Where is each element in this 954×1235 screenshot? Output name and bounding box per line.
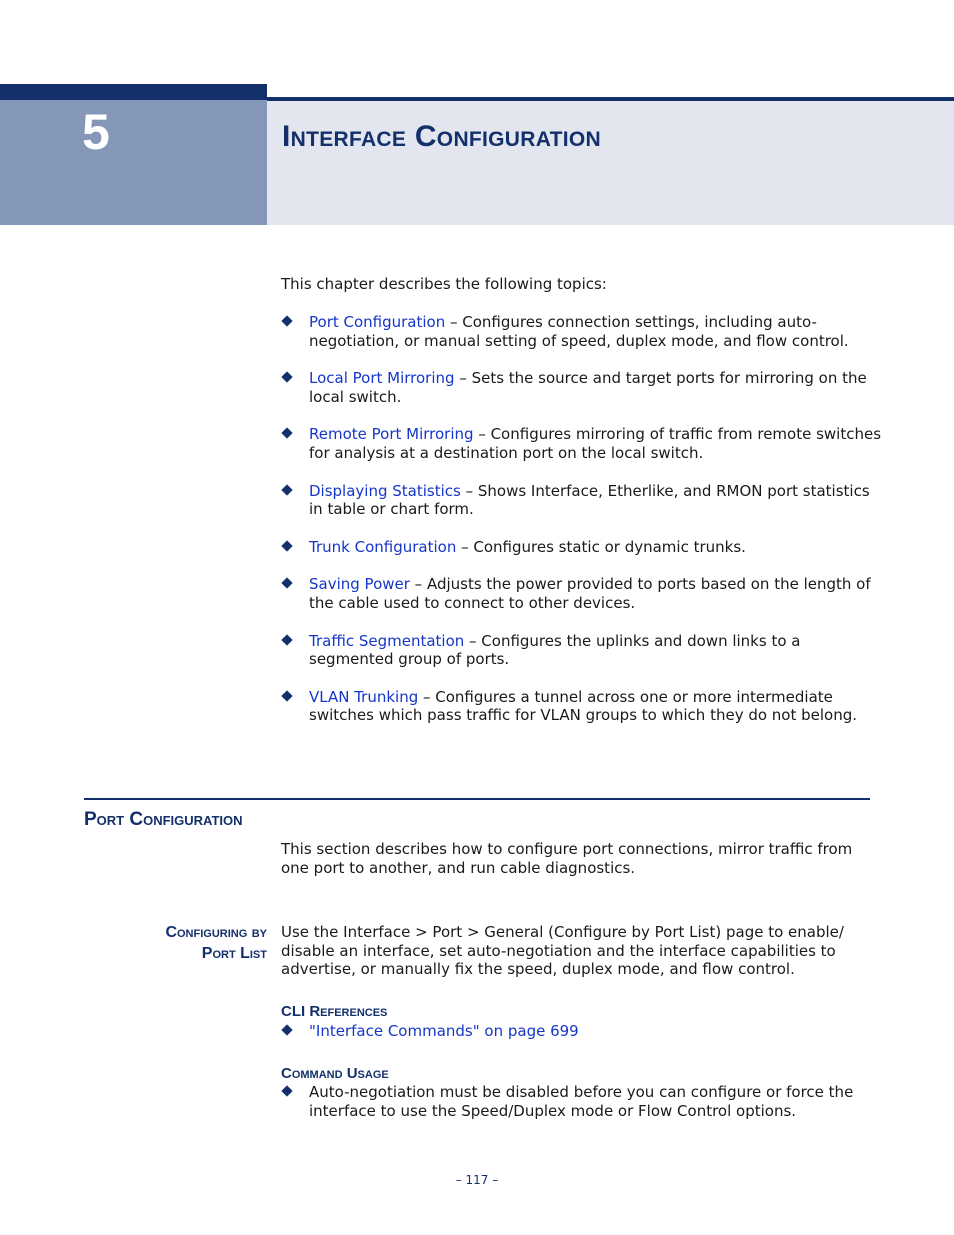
topic-description: – Configures a tunnel across one or more intermediate switches which pass traffic for VLAN groups to which they do not belong.: [309, 687, 858, 725]
topic-link[interactable]: Traffic Segmentation: [309, 631, 465, 650]
subsection-text: Use the Interface > Port > General (Configure by Port List) page to enable/ disable an interface, set auto-negotiation and the interface capabilities to advertise, or manually fix the speed, duplex mode, and flow control.: [281, 923, 844, 979]
topic-list: [281, 313, 881, 744]
topic-link[interactable]: Local Port Mirroring: [309, 369, 455, 388]
topic-item: [281, 575, 881, 612]
topic-description: – Configures static or dynamic trunks.: [456, 537, 746, 556]
topic-link[interactable]: Remote Port Mirroring: [309, 425, 474, 444]
subsection-heading: [100, 922, 267, 964]
diamond-bullet-icon: [281, 634, 292, 645]
chapter-number-box: [0, 84, 267, 225]
subsection-heading-line1: Configuring by: [165, 924, 267, 941]
topic-link[interactable]: Saving Power: [309, 575, 410, 594]
topic-description: – Configures mirroring of traffic from remote switches for analysis at a destination port on the local switch.: [309, 425, 882, 462]
topic-link[interactable]: VLAN Trunking: [309, 687, 419, 706]
topic-item: [281, 538, 881, 557]
diamond-bullet-icon: [281, 540, 292, 551]
topic-item: [281, 313, 881, 350]
chapter-number: 5: [82, 104, 110, 160]
subsection-heading-line2: Port List: [201, 945, 267, 962]
cli-reference-item: [281, 1022, 881, 1041]
diamond-bullet-icon: [281, 484, 292, 495]
topic-link[interactable]: Displaying Statistics: [309, 481, 461, 500]
section-divider: [84, 798, 870, 800]
topic-item: [281, 688, 881, 725]
chapter-title: Interface Configuration: [282, 120, 602, 153]
topic-description: – Configures connection settings, including auto-negotiation, or manual setting of speed, duplex mode, and flow control.: [309, 313, 849, 350]
topic-link[interactable]: Port Configuration: [309, 313, 446, 331]
topic-description: – Shows Interface, Etherlike, and RMON port statistics in table or chart form.: [309, 481, 870, 519]
topic-description: – Sets the source and target ports for mirroring on the local switch.: [309, 369, 867, 406]
diamond-bullet-icon: [281, 1085, 292, 1096]
topic-link[interactable]: Trunk Configuration: [309, 537, 457, 556]
chapter-box-top-bar: [0, 84, 267, 100]
diamond-bullet-icon: [281, 428, 292, 439]
topic-item: [281, 369, 881, 406]
command-usage-heading: Command Usage: [281, 1065, 389, 1082]
diamond-bullet-icon: [281, 1024, 292, 1035]
cli-references-heading: CLI References: [281, 1003, 388, 1020]
diamond-bullet-icon: [281, 315, 292, 326]
section-text: This section describes how to configure port connections, mirror traffic from one port to another, and run cable diagnostics.: [281, 840, 853, 877]
page-number: – 117 –: [455, 1173, 499, 1187]
diamond-bullet-icon: [281, 372, 292, 383]
intro-text: This chapter describes the following topics:: [281, 275, 607, 293]
section-heading: Port Configuration: [84, 809, 243, 830]
diamond-bullet-icon: [281, 690, 292, 701]
topic-item: [281, 425, 881, 462]
topic-description: – Configures the uplinks and down links to a segmented group of ports.: [309, 631, 801, 669]
command-usage-text: Auto-negotiation must be disabled before you can configure or force the interface to use the Speed/Duplex mode or Flow Control options.: [309, 1083, 854, 1120]
topic-item: [281, 632, 881, 669]
cli-reference-link[interactable]: "Interface Commands" on page 699: [309, 1022, 579, 1040]
diamond-bullet-icon: [281, 578, 292, 589]
topic-item: [281, 482, 881, 519]
command-usage-item: [281, 1083, 881, 1120]
topic-description: – Adjusts the power provided to ports based on the length of the cable used to connect to other devices.: [309, 575, 871, 612]
